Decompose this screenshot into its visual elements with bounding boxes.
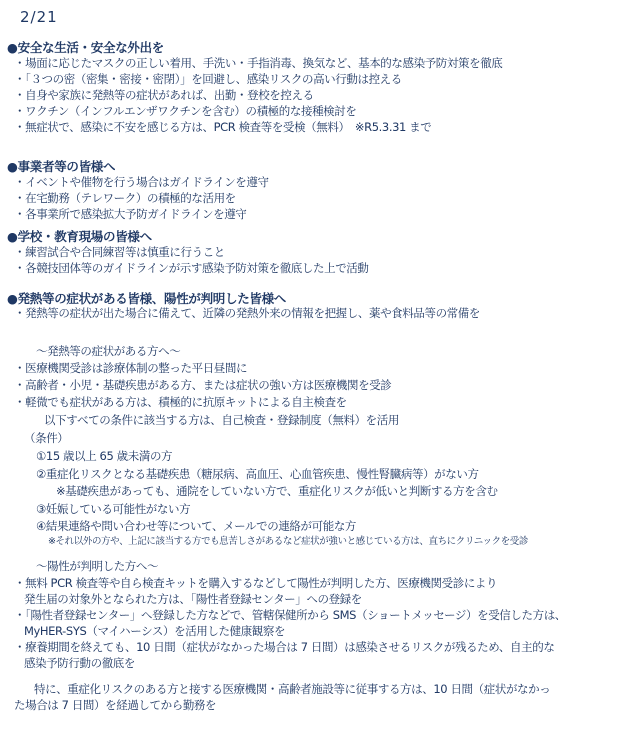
- list-item: ・「３つの密（密集・密接・密閉）」を回避し、感染リスクの高い行動は控える: [14, 72, 402, 86]
- closing-text: 特に、重症化リスクのある方と接する医療機関・高齢者施設等に従事する方は、10 日間（症状がなかっ: [34, 682, 551, 696]
- section-heading-fever-positive: ●発熱等の症状がある皆様、陽性が判明した皆様へ: [7, 291, 287, 306]
- condition-label: （条件）: [24, 431, 69, 445]
- condition-item: ②重症化リスクとなる基礎疾患（糖尿病、高血圧、心血管疾患、慢性腎臓病等）がない方: [36, 467, 479, 481]
- subheading-fever: ～発熱等の症状がある方へ～: [36, 344, 181, 358]
- page-number: 2/21: [20, 8, 58, 26]
- list-item: ・自身や家族に発熱等の症状があれば、出勤・登校を控える: [14, 88, 314, 102]
- section-heading-schools: ●学校・教育現場の皆様へ: [7, 229, 152, 244]
- list-item: ・無料 PCR 検査等や自ら検査キットを購入するなどして陽性が判明した方、医療機関受診により: [14, 576, 498, 590]
- list-item: ・療養期間を終えても、10 日間（症状がなかった場合は 7 日間）は感染させるリスクが残るため、自主的な: [14, 640, 555, 654]
- subheading-positive: ～陽性が判明した方へ～: [36, 559, 159, 573]
- condition-item: ①15 歳以上 65 歳未満の方: [36, 449, 173, 463]
- intro-text: ・発熱等の症状が出た場合に備えて、近隣の発熱外来の情報を把握し、薬や食料品等の常備を: [14, 306, 480, 320]
- section-heading-businesses: ●事業者等の皆様へ: [7, 159, 116, 174]
- list-item: ・ワクチン（インフルエンザワクチンを含む）の積極的な接種検討を: [14, 104, 357, 118]
- list-item: ・練習試合や合同練習等は慎重に行うこと: [14, 245, 225, 259]
- condition-intro: 以下すべての条件に該当する方は、自己検査・登録制度（無料）を活用: [44, 413, 399, 427]
- list-item-continuation: 感染予防行動の徹底を: [24, 656, 135, 670]
- closing-text-continuation: た場合は 7 日間）を経過してから勤務を: [14, 698, 217, 712]
- list-item: ・イベントや催物を行う場合はガイドラインを遵守: [14, 175, 269, 189]
- condition-item: ③妊娠している可能性がない方: [36, 502, 191, 516]
- section-heading-safe-living: ●安全な生活・安全な外出を: [7, 40, 165, 55]
- list-item: ・各競技団体等のガイドラインが示す感染予防対策を徹底した上で活動: [14, 261, 369, 275]
- list-item: ・場面に応じたマスクの正しい着用、手洗い・手指消毒、換気など、基本的な感染予防対策を徹底: [14, 56, 503, 70]
- list-item: ・「陽性者登録センター」へ登録した方などで、管轄保健所から SMS（ショートメッセージ）を受信した方は、: [14, 608, 566, 622]
- list-item-continuation: MyHER-SYS（マイハーシス）を活用した健康観察を: [24, 624, 286, 638]
- list-item: ・高齢者・小児・基礎疾患がある方、または症状の強い方は医療機関を受診: [14, 378, 392, 392]
- list-item-continuation: 発生届の対象外となられた方は、「陽性者登録センター」への登録を: [24, 592, 362, 606]
- condition-item: ④結果連絡や問い合わせ等について、メールでの連絡が可能な方: [36, 519, 357, 533]
- condition-note: ※基礎疾患があっても、通院をしていない方で、重症化リスクが低いと判断する方を含む: [56, 484, 498, 498]
- list-item: ・無症状で、感染に不安を感じる方は、PCR 検査等を受検（無料） ※R5.3.31 まで: [14, 120, 432, 134]
- list-item: ・医療機関受診は診療体制の整った平日昼間に: [14, 361, 248, 375]
- list-item: ・在宅勤務（テレワーク）の積極的な活用を: [14, 191, 236, 205]
- list-item: ・軽微でも症状がある方は、積極的に抗原キットによる自主検査を: [14, 395, 347, 409]
- list-item: ・各事業所で感染拡大予防ガイドラインを遵守: [14, 207, 247, 221]
- small-note: ※それ以外の方や、上記に該当する方でも息苦しさがあるなど症状が強いと感じている方は、直ちにクリニックを受診: [48, 536, 529, 547]
